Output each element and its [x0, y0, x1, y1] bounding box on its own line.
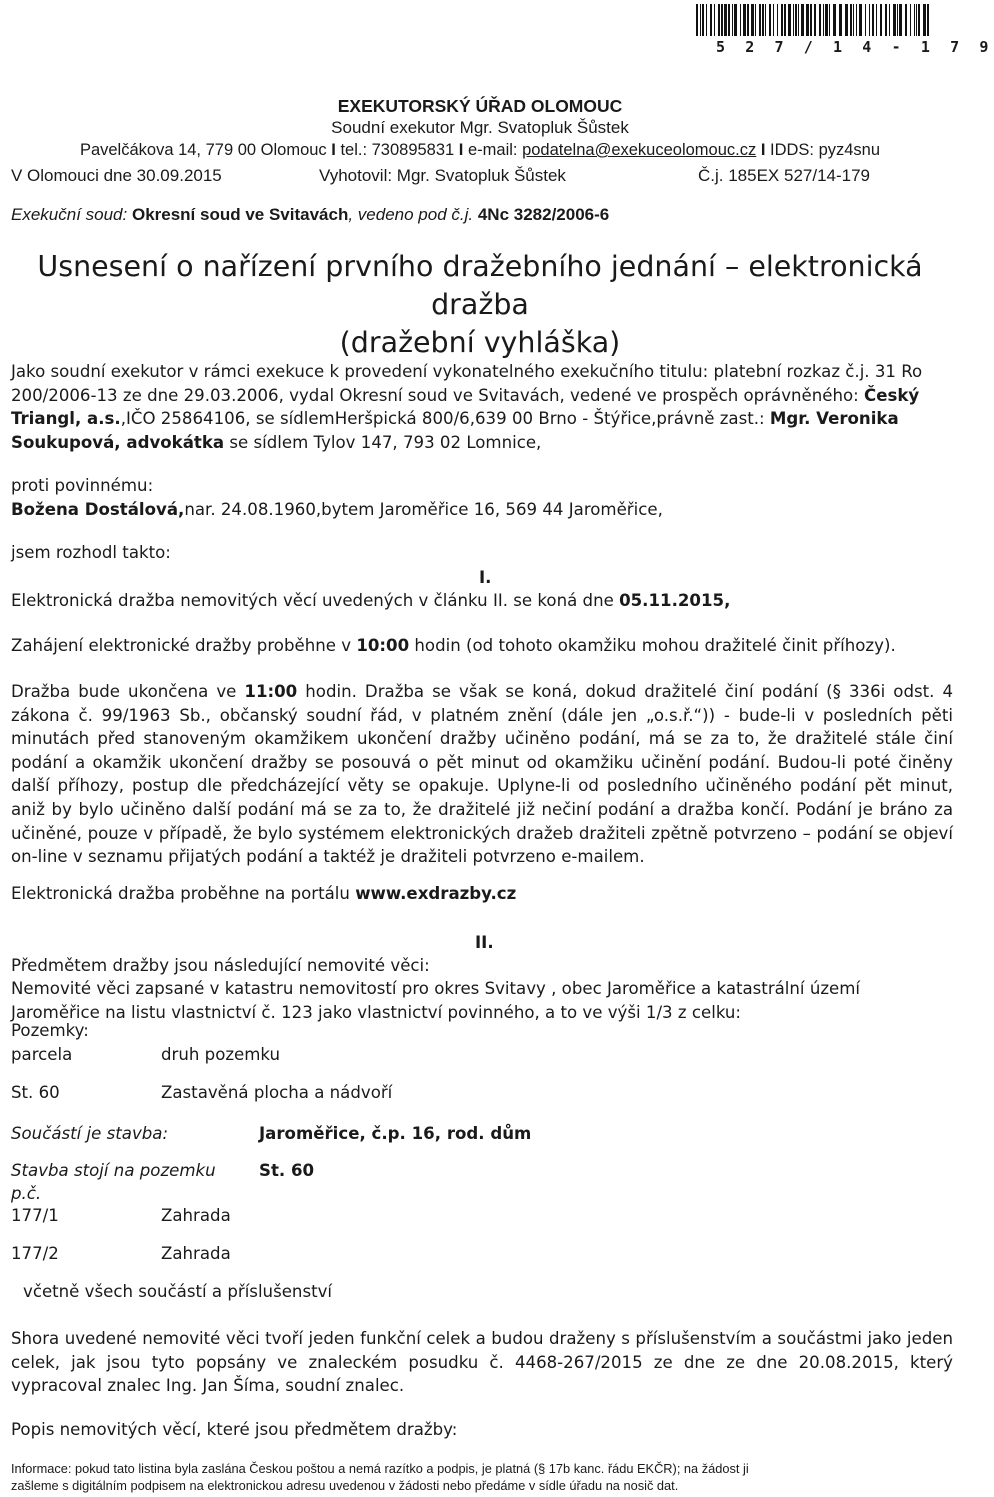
barcode-bar	[755, 4, 756, 36]
barcode-bar	[927, 4, 929, 36]
barcode-bar	[806, 4, 809, 36]
stands-on-label-2: p.č.	[11, 1184, 42, 1203]
barcode-bar	[823, 4, 824, 36]
barcode-bar	[916, 4, 917, 36]
barcode-bar	[833, 4, 836, 36]
parcel-number: 177/2	[11, 1244, 59, 1263]
debtor-details: nar. 24.08.1960,bytem Jaroměřice 16, 569 44 Jaroměřice,	[184, 500, 663, 519]
footer-line: zašleme s digitálním podpisem na elektronickou adresu uvedenou v žádosti nebo předáme v sídle úřadu na nosič dat.	[11, 1478, 679, 1493]
auction-text: Elektronická dražba nemovitých věcí uvedených v článku II. se koná dne	[11, 591, 620, 610]
parcel-type: Zastavěná plocha a nádvoří	[161, 1083, 393, 1102]
email-label: e-mail:	[463, 141, 523, 159]
court-label: Exekuční soud:	[11, 205, 132, 224]
barcode-bar	[872, 4, 874, 36]
barcode-bar	[865, 4, 866, 36]
barcode-bar	[696, 4, 698, 36]
barcode-bar	[724, 4, 727, 36]
barcode-bar	[781, 4, 783, 36]
auction-date: 05.11.2015	[619, 591, 725, 610]
parcel-number: St. 60	[11, 1083, 60, 1102]
debtor-label: proti povinnému:	[11, 476, 154, 495]
auction-date-line	[11, 591, 730, 610]
start-time: 10:00	[356, 636, 410, 655]
barcode-bar	[914, 4, 915, 36]
barcode-bar	[880, 4, 882, 36]
barcode-bar	[747, 4, 749, 36]
barcode-bar	[706, 4, 707, 36]
parcel-type: Zahrada	[161, 1244, 231, 1263]
barcode-bar	[740, 4, 741, 36]
barcode-bar	[751, 4, 754, 36]
end-text: hodin. Dražba se však se koná, dokud dražitelé činí podání (§ 336i odst. 4 zákona č. 99/1963 Sb., občanský soudní řád, v platném znění (dále jen „o.s.ř.“)) - bude-li v posledních pěti minutách před stanoveným okamžikem ukončení dražby učiněno podání, má se za to, že dražitelé stále činí podání a okamžik ukončení dražby se posouvá o pět minut od okamžiku učinění podání. Budou-li poté činěny další příhozy, postup dle předcházející věty se opakuje. Uplyne-li od posledního učiněného podání pět minut, aniž by bylo učiněno další podání má se za to, že dražitelé již nečiní podání a dražba končí. Podání je bráno za učiněné, pouze v případě, že bylo systémem elektronických dražeb dražiteli zpětně potvrzeno – podání se objeví on-line v seznamu přijatých podání a taktéž je dražiteli potvrzeno e-mailem.	[11, 682, 954, 867]
barcode-bar	[728, 4, 730, 36]
part-label: Součástí je stavba:	[11, 1124, 169, 1143]
barcode-bar	[734, 4, 737, 36]
date-place: V Olomouci dne 30.09.2015	[11, 166, 222, 185]
address-line	[0, 141, 960, 160]
part-value: Jaroměřice, č.p. 16, rod. dům	[259, 1124, 532, 1143]
stands-on-value: St. 60	[259, 1161, 315, 1180]
barcode-bar	[798, 4, 799, 36]
barcode-bar	[762, 4, 764, 36]
barcode-bar	[905, 4, 907, 36]
databox-id: IDDS: pyz4snu	[765, 141, 881, 159]
creditor-name: Český Triangl, a.s.	[11, 385, 920, 429]
start-text: hodin (od tohoto okamžiku mohou dražitelé činit příhozy).	[409, 636, 896, 655]
address: Pavelčákova 14, 779 00 Olomouc	[79, 141, 332, 159]
prepared-by: Vyhotovil: Mgr. Svatopluk Šůstek	[319, 166, 566, 185]
barcode-bar	[732, 4, 733, 36]
court-mid: , vedeno pod č.j.	[348, 205, 478, 224]
barcode-bar	[923, 4, 926, 36]
barcode-bar	[801, 4, 804, 36]
phone: tel.: 730895831	[335, 141, 459, 159]
court-reference: 4Nc 3282/2006-6	[477, 205, 610, 224]
lands-label: Pozemky:	[11, 1021, 89, 1040]
barcode-bar	[876, 4, 877, 36]
barcode-bar	[856, 4, 857, 36]
portal-text: Elektronická dražba proběhne na portálu	[11, 884, 356, 903]
barcode-bar	[819, 4, 821, 36]
barcode-bar	[853, 4, 854, 36]
auction-text: ,	[724, 591, 731, 610]
barcode-bar	[700, 4, 701, 36]
title-line: dražba	[431, 288, 529, 321]
barcode-bar	[795, 4, 797, 36]
intro-text: Jako soudní exekutor v rámci exekuce k provedení vykonatelného exekučního titulu: platební rozkaz č.j. 31 Ro 200/2006-13 ze dne 29.03.2006, vydal Okresní soud ve Svitavách, vedené ve prospěch oprávněného:	[11, 362, 923, 405]
barcode-bar	[765, 4, 766, 36]
separator: I	[756, 141, 766, 159]
barcode-bar	[773, 4, 774, 36]
barcode-bar	[845, 4, 848, 36]
barcode-bar	[759, 4, 761, 36]
inclusion-note: včetně všech součástí a příslušenství	[23, 1282, 333, 1301]
barcode-bar	[702, 4, 704, 36]
barcode-bar	[777, 4, 778, 36]
document-title	[0, 248, 960, 362]
debtor-line	[11, 500, 663, 519]
barcode-bar	[714, 4, 715, 36]
end-time: 11:00	[244, 682, 298, 701]
office-name: EXEKUTORSKÝ ÚŘAD OLOMOUC	[337, 96, 623, 116]
footer-line: Informace: pokud tato listina byla zaslána Českou poštou a nemá razítko a podpis, je platná (§ 17b kanc. řádu EKČR); na žádost ji	[11, 1461, 749, 1476]
barcode-bar	[721, 4, 723, 36]
intro-paragraph	[11, 360, 953, 454]
stands-on-label: Stavba stojí na pozemku	[11, 1161, 216, 1180]
barcode-bar	[885, 4, 887, 36]
barcode-bar	[718, 4, 720, 36]
separator: I	[458, 141, 464, 159]
barcode-bar	[825, 4, 828, 36]
intro-text: ,IČO 25864106, se sídlemHeršpická 800/6,639 00 Brno - Štýřice,právně zast.:	[120, 409, 770, 429]
barcode-bar	[850, 4, 852, 36]
barcode-bar	[710, 4, 712, 36]
footer-note	[11, 1460, 951, 1494]
title-line: (dražební vyhláška)	[339, 326, 621, 359]
auction-start-line	[11, 636, 896, 655]
executor-name: Soudní exekutor Mgr. Svatopluk Šůstek	[331, 118, 629, 137]
barcode-bar	[893, 4, 896, 36]
barcode-bar	[810, 4, 812, 36]
parcel-number: 177/1	[11, 1206, 59, 1225]
barcode	[696, 4, 932, 36]
parcel-type: Zahrada	[161, 1206, 231, 1225]
barcode-bar	[839, 4, 842, 36]
debtor-name: Božena Dostálová,	[11, 500, 185, 519]
decision-intro: jsem rozhodl takto:	[11, 543, 171, 562]
separator: I	[331, 141, 336, 159]
barcode-bar	[793, 4, 794, 36]
col-type-header: druh pozemku	[161, 1045, 281, 1064]
portal-link[interactable]: www.exdrazby.cz	[355, 884, 517, 903]
barcode-bar	[743, 4, 746, 36]
barcode-bar	[829, 4, 830, 36]
description-label: Popis nemovitých věcí, které jsou předmětem dražby:	[11, 1420, 458, 1439]
barcode-bar	[869, 4, 870, 36]
col-parcel-header: parcela	[11, 1045, 73, 1064]
summary-paragraph: Shora uvedené nemovité věci tvoří jeden funkční celek a budou draženy s příslušenstvím a součástmi jako jeden celek, jak jsou tyto popsány ve znaleckém posudku č. 4468-267/2015 ze dne ze dne 20.08.2015, který vypracoval znalec Ing. Jan Šíma, soudní znalec.	[11, 1329, 953, 1396]
attorney-name: Mgr. Veronika Soukupová, advokátka	[11, 409, 899, 452]
intro-text: se sídlem Tylov 147, 793 02 Lomnice,	[224, 432, 542, 452]
auction-end-paragraph	[11, 680, 953, 869]
barcode-bar	[769, 4, 771, 36]
barcode-bar	[899, 4, 902, 36]
barcode-bar	[897, 4, 898, 36]
case-number: Č.j. 185EX 527/14-179	[698, 166, 871, 185]
barcode-bar	[814, 4, 816, 36]
barcode-bar	[859, 4, 862, 36]
subject-heading: Předmětem dražby jsou následující nemovité věci:	[11, 956, 430, 975]
section-numeral-1: I.	[479, 568, 492, 587]
start-text: Zahájení elektronické dražby proběhne v	[11, 636, 357, 655]
barcode-bar	[918, 4, 920, 36]
barcode-bar	[788, 4, 791, 36]
barcode-bar	[910, 4, 911, 36]
title-line: Usnesení o nařízení prvního dražebního jednání – elektronická	[37, 250, 923, 283]
barcode-bar	[889, 4, 890, 36]
email-link[interactable]: podatelna@exekuceolomouc.cz	[522, 141, 757, 159]
end-text: Dražba bude ukončena ve	[11, 682, 245, 701]
court-name: Okresní soud ve Svitavách	[131, 205, 349, 224]
barcode-bar	[784, 4, 786, 36]
barcode-number: 5 2 7 / 1 4 - 1 7 9	[716, 38, 994, 56]
portal-line	[11, 884, 516, 903]
section-numeral-2: II.	[475, 933, 494, 952]
court-line	[11, 205, 609, 225]
property-description: Nemovité věci zapsané v katastru nemovitostí pro okres Svitavy , obec Jaroměřice a katastrální území Jaroměřice na listu vlastnictví č. 123 jako vlastnictví povinného, a to ve výši 1/3 z celku:	[11, 979, 861, 1022]
